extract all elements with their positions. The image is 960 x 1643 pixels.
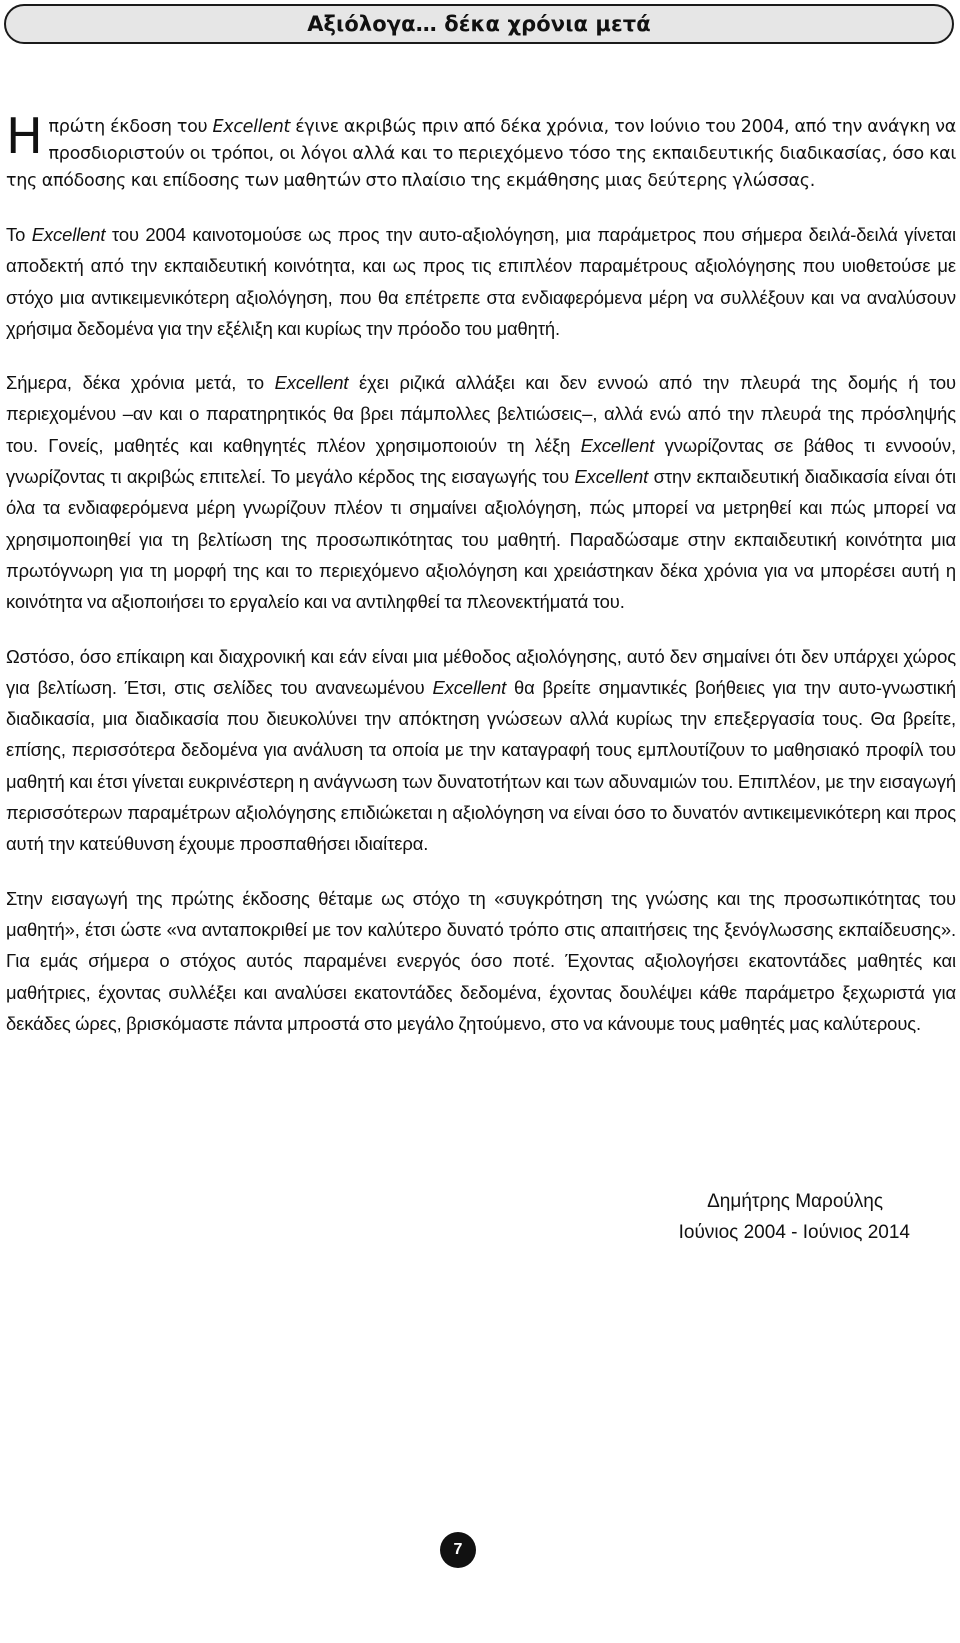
paragraph-3-part-d: στην εκπαιδευτική διαδικασία είναι ότι όλα τα ενδιαφερόμενα μέρη γνωρίζουν πλέον τι σημαίνει αξιολόγηση, πώς μπορεί να μετρηθεί και πώς μπορεί να χρησιμοποιηθεί για τη βελτίωση της προσωπικότητας του μαθητή. Παραδώσαμε στην εκπαιδευτική κοινότητα μια πρωτόγνωρη για τη μορφή της και το περιεχόμενο αξιολόγηση και χρειάστηκαν δέκα χρόνια για να μπορέσει αυτή η κοινότητα να αξιοποιήσει το εργαλείο και να αντιληφθεί τα πλεονεκτήματά του. — [6, 466, 956, 613]
paragraph-4-part-b: θα βρείτε σημαντικές βοήθειες για την αυτο-γνωστική διαδικασία, μια διαδικασία που διευκολύνει την απόκτηση γνώσεων αλλά κυρίως την επεξεργασία τους. Θα βρείτε, επίσης, περισσότερα δεδομένα για ανάλυση τα οποία με την καταγραφή τους εμπλουτίζουν το μαθησιακό προφίλ του μαθητή και έτσι γίνεται ευκρινέστερη η ανάγνωση των δυνατοτήτων και των αδυναμιών του. Επιπλέον, με την εισαγωγή περισσότερων παραμέτρων αξιολόγησης επιδιώκεται η αξιολόγηση να είναι όσο το δυνατόν αντικειμενικότερη και προς αυτή την κατεύθυνση έχουμε προσπαθήσει ιδιαίτερα. — [6, 676, 956, 855]
drop-cap: Η — [6, 108, 43, 165]
brand-name: Excellent — [580, 434, 655, 456]
brand-name: Excellent — [574, 466, 649, 488]
paragraph-2-rest: του 2004 καινοτομούσε ως προς την αυτο-αξιολόγηση, μια παράμετρος που σήμερα δειλά-δειλά γίνεται αποδεκτή από την εκπαιδευτική κοινότητα, και ως προς τις επιπλέον παραμέτρους αξιολόγησης που υιοθετούσε με στόχο μια αντικειμενικότερη αξιολόγηση, που θα επέτρεπε στα ενδιαφερόμενα μέρη να συλλέξουν και να αναλύσουν χρήσιμα δεδομένα για την εξέλιξη και κυρίως την πρόοδο του μαθητή. — [6, 224, 957, 339]
paragraph-2-start: Το — [6, 224, 32, 245]
title-box — [4, 4, 954, 44]
brand-name: Excellent — [31, 224, 106, 245]
author-name: Δημήτρης Μαρούλης — [707, 1191, 883, 1212]
brand-name: Excellent — [212, 117, 291, 137]
paragraph-1-rest: έγινε ακριβώς πριν από δέκα χρόνια, τον Ιούνιο του 2004, από την ανάγκη να προσδιοριστούν οι τρόποι, οι λόγοι αλλά και το περιεχόμενο τόσο της εκπαιδευτικής διαδικασίας, όσο και της απόδοσης και επίδοσης των μαθητών στο πλαίσιο της εκμάθησης μιας δεύτερης γλώσσας. — [6, 117, 956, 191]
paragraph-3-part-b: έχει ριζικά αλλάξει και δεν εννοώ από την πλευρά της δομής ή του περιεχομένου –αν και ο παρατηρητικός θα βρει πάμπολλες βελτιώσεις–, αλλά ενώ από την πλευρά της πρόσληψής του. Γονείς, μαθητές και καθηγητές πλέον χρησιμοποιούν τη λέξη — [6, 372, 956, 456]
paragraph-3 — [6, 367, 956, 617]
page-title: Αξιόλογα… δέκα χρόνια μετά — [307, 12, 651, 36]
brand-name: Excellent — [432, 676, 507, 698]
paragraph-3-part-a: Σήμερα, δέκα χρόνια μετά, το — [6, 372, 275, 394]
signature-block — [679, 1186, 910, 1248]
paragraph-1-text: πρώτη έκδοση του — [48, 117, 213, 137]
paragraph-2 — [6, 219, 956, 344]
page-number: 7 — [453, 1541, 463, 1558]
paragraph-4-part-a: Ωστόσο, όσο επίκαιρη και διαχρονική και εάν είναι μια μέθοδος αξιολόγησης, αυτό δεν σημαίνει ότι δεν υπάρχει χώρος για βελτίωση. Έτσι, στις σελίδες του ανανεωμένου — [6, 645, 956, 698]
paragraph-4 — [6, 641, 956, 860]
paragraph-3-part-c: γνωρίζοντας σε βάθος τι εννοούν, γνωρίζοντας τι ακριβώς επιτελεί. Το μεγάλο κέρδος της εισαγωγής του — [6, 434, 956, 488]
article-body — [6, 108, 957, 1039]
page-number-badge — [440, 1532, 476, 1568]
paragraph-5: Στην εισαγωγή της πρώτης έκδοσης θέταμε ως στόχο τη «συγκρότηση της γνώσης και της προσωπικότητας του μαθητή», έτσι ώστε «να ανταποκριθεί με τον καλύτερο δυνατό τρόπο στις απαιτήσεις της ξενόγλωσσης εκπαίδευσης». Για εμάς σήμερα ο στόχος αυτός παραμένει ενεργός όσο ποτέ. Έχοντας αξιολογήσει εκατοντάδες μαθητές και μαθήτριες, έχοντας συλλέξει και αναλύσει εκατοντάδες δεδομένα, έχοντας δουλέψει κάθε παράμετρο ξεχωριστά για δεκάδες ώρες, βρισκόμαστε πάντα μπροστά στο μεγάλο ζητούμενο, στο να κάνουμε τους μαθητές μας καλύτερους. — [6, 887, 956, 1034]
brand-name: Excellent — [274, 372, 349, 394]
date-range: Ιούνιος 2004 - Ιούνιος 2014 — [678, 1222, 910, 1243]
paragraph-1 — [6, 108, 956, 195]
